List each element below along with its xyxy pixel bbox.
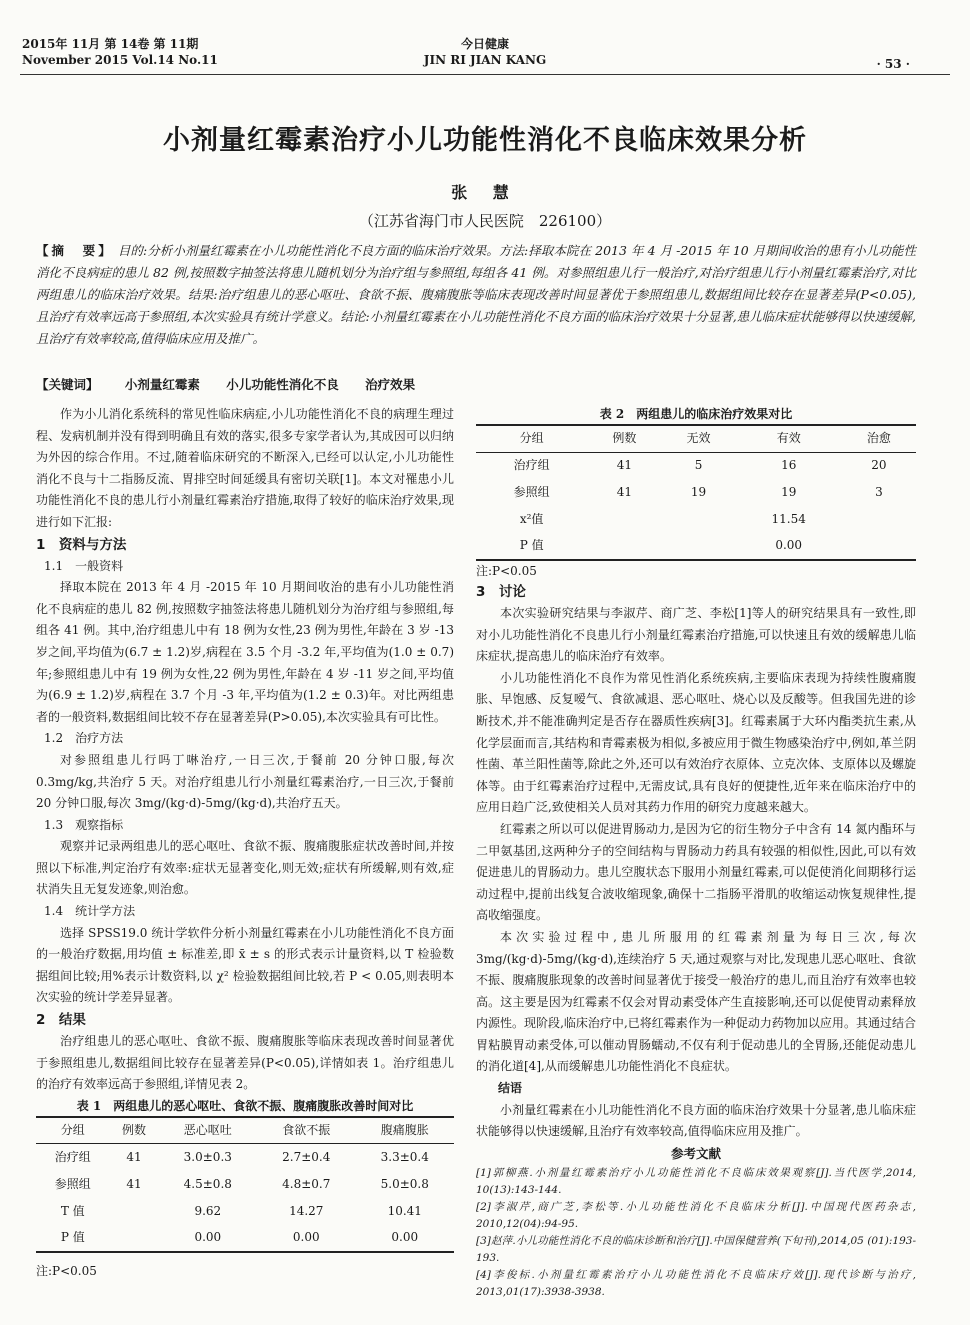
left-column [36, 404, 454, 1281]
reference-item: [3]赵萍.小儿功能性消化不良的临床诊断和治疗[J].中国保健营养(下旬刊),2014,05 (01):193-193. [476, 1234, 916, 1264]
table-header-cell: 食欲不振 [282, 1122, 331, 1137]
table-cell: 10.41 [387, 1203, 422, 1218]
issue-date-cn: 2015年 11月 第 14卷 第 11期 [22, 37, 199, 51]
article-title: 小剂量红霉素治疗小儿功能性消化不良临床效果分析 [163, 125, 807, 156]
table1-note: 注:P<0.05 [36, 1263, 97, 1278]
paragraph: 红霉素之所以可以促进胃肠动力,是因为它的衍生物分子中含有 14 氮内酯环与二甲氨基团,这两种分子的空间结构与胃肠动力药具有较强的相似性,因此,可以有效促进患儿的胃肠动力。患儿空腹状态下服用小剂量红霉素,可以促使消化间期移行运动过程中,提前出线复合波收缩现象,确保十二指肠平滑肌的收缩运动恢复规律性,提高收缩强度。 [476, 821, 916, 923]
paragraph: 本次实验研究结果与李淑芹、商广芝、李松[1]等人的研究结果具有一致性,即对小儿功能性消化不良患儿行小剂量红霉素治疗措施,可以快速且有效的缓解患儿临床症状,提高患儿的临床治疗有效率。 [476, 606, 916, 664]
table-cell: 11.54 [771, 511, 806, 526]
table-cell: 0.00 [292, 1230, 320, 1245]
table-cell: 0.00 [775, 538, 803, 553]
table-cell: 19 [690, 484, 707, 499]
table1-caption: 表 1 两组患儿的恶心呕吐、食欲不振、腹痛腹胀改善时间对比 [76, 1098, 414, 1113]
table-cell: P 值 [519, 538, 544, 553]
table-header-row [36, 1117, 454, 1144]
subsection-heading: 1.4 统计学方法 [44, 904, 136, 919]
conclusion-heading: 结语 [498, 1081, 523, 1096]
table-cell: 19 [781, 484, 797, 499]
table-cell: T 值 [60, 1203, 85, 1218]
keyword: 治疗效果 [365, 377, 416, 392]
table-cell: 3.3±0.4 [380, 1149, 429, 1164]
table-cell: 4.5±0.8 [183, 1176, 232, 1191]
table-header-cell: 治愈 [866, 430, 891, 445]
table2-note: 注:P<0.05 [476, 564, 537, 578]
intro-paragraph: 作为小儿消化系统科的常见性临床病症,小儿功能性消化不良的病理生理过程、发病机制并没有得到明确且有效的落实,很多专家学者认为,其成因可以归纳为外因的综合作用。不过,随着临床研究的不断深入,已经可以认定,小儿功能性消化不良与十二指肠反流、胃排空时间延缓具有密切关联[1]。本文对罹患小儿功能性消化不良的患儿行小剂量红霉素治疗措施,取得了较好的临床治疗效果,现进行如下汇报: [36, 407, 454, 529]
table-row [36, 1225, 454, 1252]
table-header-cell: 腹痛腹胀 [380, 1122, 429, 1137]
keyword: 小剂量红霉素 [124, 377, 200, 392]
table1 [36, 1116, 454, 1253]
table-cell: 3 [875, 484, 883, 499]
table-cell [587, 506, 661, 533]
table-header-cell: 分组 [60, 1122, 85, 1137]
table-cell: 14.27 [289, 1203, 324, 1218]
subsection-heading: 1.3 观察指标 [44, 817, 124, 832]
table-cell: 9.62 [194, 1203, 222, 1218]
table-cell: 3.0±0.3 [183, 1149, 232, 1164]
paragraph: 治疗组患儿的恶心呕吐、食欲不振、腹痛腹胀等临床表现改善时间显著优于参照组患儿,数据组间比较存在显著差异(P<0.05),详情如表 1。治疗组患儿的治疗有效率远高于参照组,详情见表 2。 [36, 1034, 454, 1092]
table-row [36, 1171, 454, 1198]
table-cell: 41 [616, 457, 632, 472]
paragraph: 对参照组患儿行吗丁啉治疗,一日三次,于餐前 20 分钟口服,每次 0.3mg/kg,共治疗 5 天。对治疗组患儿行小剂量红霉素治疗,一日三次,于餐前 20 分钟口服,每次 3mg/(kg·d)-5mg/(kg·d),共治疗五天。 [36, 752, 454, 811]
table-header-cell: 无效 [686, 430, 711, 445]
table-cell: 5 [694, 457, 703, 472]
journal-name-en: JIN RI JIAN KANG [423, 53, 547, 67]
table-cell [842, 533, 916, 560]
table-row [476, 533, 916, 560]
table-cell: 41 [126, 1176, 142, 1191]
abstract [36, 240, 916, 350]
table-cell: 治疗组 [513, 457, 550, 472]
author: 张 慧 [451, 183, 519, 202]
paragraph: 择取本院在 2013 年 4 月 -2015 年 10 月期间收治的患有小儿功能性消化不良病症的患儿 82 例,按照数字抽签法将患儿随机划分为治疗组与参照组,每组各 41 例。其中,治疗组患儿中有 18 例为女性,23 例为男性,年龄在 3 岁 -13 岁之间,平均值为(6.7 ± 1.2)岁,病程在 3.5 个月 -3.2 年,平均值为(1.0 ± 0.7)年;参照组患儿中有 19 例为女性,22 例为男性,年龄在 4 岁 -11 岁之间,平均值为(6.9 ± 1.2)岁,病程在 3.7 个月 -3 年,平均值为(1.2 ± 0.3)年。对比两组患者的一般资料,数据组间比较不存在显著差异(P>0.05),本次实验具有可比性。 [36, 580, 454, 724]
table2-caption: 表 2 两组患儿的临床治疗效果对比 [599, 407, 793, 421]
table-row [476, 479, 916, 506]
section-heading: 3 讨论 [476, 584, 526, 600]
table2 [476, 424, 916, 561]
table-row [36, 1198, 454, 1225]
table-cell: 0.00 [194, 1230, 222, 1245]
references-heading: 参考文献 [670, 1145, 721, 1161]
table-cell: 20 [871, 457, 887, 472]
table-cell [661, 533, 735, 560]
subsection-heading: 1.2 治疗方法 [44, 731, 124, 746]
section-heading: 1 资料与方法 [36, 536, 127, 553]
table-header-cell: 例数 [122, 1122, 147, 1137]
paragraph: 本次实验过程中,患儿所服用的红霉素剂量为每日三次,每次 3mg/(kg·d)-5mg/(kg·d),连续治疗 5 天,通过观察与对比,发现患儿恶心呕吐、食欲不振、腹痛腹胀现象的改善时间显著优于接受一般治疗的患儿,而且治疗有效率也较高。这主要是因为红霉素不仅会对胃动素受体产生直接影响,还可以促使胃动素释放内源性。现阶段,临床治疗中,已将红霉素作为一种促动力药物加以应用。其通过结合胃粘膜胃动素受体,可以催动胃肠蠕动,不仅有利于促动患儿的全胃肠,还能促动患儿的消化道[4],从而缓解患儿功能性消化不良症状。 [476, 929, 916, 1074]
keywords-label: 【关键词】 [36, 377, 99, 392]
section-heading: 2 结果 [36, 1012, 86, 1029]
table-cell [661, 506, 735, 533]
table-row [476, 506, 916, 533]
journal-name [0, 36, 970, 68]
table-cell: 治疗组 [54, 1149, 91, 1164]
table-header-row [476, 425, 916, 452]
table-cell: 4.8±0.7 [282, 1176, 331, 1191]
table-cell [842, 506, 916, 533]
table-header-cell: 恶心呕吐 [183, 1122, 232, 1137]
table-cell: P 值 [60, 1230, 85, 1245]
journal-name-cn: 今日健康 [460, 37, 509, 51]
affiliation: （江苏省海门市人民医院 226100） [358, 212, 612, 230]
keywords [36, 375, 916, 393]
table-header-cell: 分组 [519, 430, 544, 445]
table-cell: 41 [616, 484, 632, 499]
table-cell: 5.0±0.8 [380, 1176, 429, 1191]
issue-date-en: November 2015 Vol.14 No.11 [22, 53, 218, 67]
table-cell: x²值 [519, 511, 544, 526]
table-cell: 参照组 [54, 1176, 91, 1191]
table-row [476, 452, 916, 479]
header-rule [20, 74, 950, 75]
table-cell: 0.00 [391, 1230, 419, 1245]
page-number: · 53 · [876, 57, 910, 71]
table-cell [110, 1198, 159, 1225]
paragraph: 观察并记录两组患儿的恶心呕吐、食欲不振、腹痛腹胀症状改善时间,并按照以下标准,判定治疗有效率:症状无显著变化,则无效;症状有所缓解,则有效,症状消失且无复发迹象,则治愈。 [36, 839, 454, 897]
reference-item: [2]李淑芹,商广芝,李松等.小儿功能性消化不良临床分析[J].中国现代医药杂志, 2010,12(04):94-95. [476, 1200, 916, 1230]
paragraph: 小儿功能性消化不良作为常见性消化系统疾病,主要临床表现为持续性腹痛腹胀、早饱感、反复嗳气、食欲减退、恶心呕吐、烧心以及反酸等。但我国先进的诊断技术,并不能准确判定是否存在器质性疾病[3]。红霉素属于大环内酯类抗生素,从化学层面而言,其结构和青霉素极为相似,多被应用于微生物感染治疗中,例如,革兰阴性菌、革兰阳性菌等,除此之外,还可以有效治疗衣原体、立克次体、支原体以及螺旋体等。由于红霉素治疗过程中,无需皮试,具有良好的便捷性,近年来在临床治疗中的应用日趋广泛,致使相关人员对其药力作用的研究力度越来越大。 [476, 670, 916, 815]
table-cell: 参照组 [513, 484, 550, 499]
reference-item: [1]郭柳燕.小剂量红霉素治疗小儿功能性消化不良临床效果观察[J].当代医学,2014, 10(13):143-144. [476, 1166, 916, 1196]
subsection-heading: 1.1 一般资料 [44, 558, 124, 573]
reference-item: [4]李俊标.小剂量红霉素治疗小儿功能性消化不良临床疗效[J].现代诊断与治疗, 2013,01(17):3938-3938. [476, 1268, 916, 1298]
table-cell: 41 [126, 1149, 142, 1164]
table-header-cell: 例数 [612, 430, 637, 445]
paragraph: 选择 SPSS19.0 统计学软件分析小剂量红霉素在小儿功能性消化不良方面的一般治疗数据,用均值 ± 标准差,即 x̄ ± s 的形式表示计量资料,以 T 检验数据组间比较;用%表示计数资料,以 χ² 检验数据组间比较,若 P < 0.05,则表明本次实验的统计学差异显著。 [36, 925, 454, 1005]
table-row [36, 1144, 454, 1171]
abstract-label: 【摘 要】 [36, 243, 114, 258]
table-header-cell: 有效 [776, 430, 801, 445]
keyword: 小儿功能性消化不良 [226, 377, 339, 392]
table-cell [110, 1225, 159, 1252]
table-cell [587, 533, 661, 560]
conclusion-paragraph: 小剂量红霉素在小儿功能性消化不良方面的临床治疗效果十分显著,患儿临床症状能够得以快速缓解,且治疗有效率较高,值得临床应用及推广。 [476, 1102, 916, 1139]
abstract-text: 目的:分析小剂量红霉素在小儿功能性消化不良方面的临床治疗效果。方法:择取本院在 2013 年 4 月 -2015 年 10 月期间收治的患有小儿功能性消化不良病症的患儿 82 例,按照数字抽签法将患儿随机划分为治疗组与参照组,每组各 41 例。对参照组患儿行一般治疗,对治疗组患儿行小剂量红霉素治疗,对比两组患儿的临床治疗效果。结果:治疗组患儿的恶心呕吐、食欲不振、腹痛腹胀等临床表现改善时间显著优于参照组患儿,数据组间比较存在显著差异(P<0.05),且治疗有效率远高于参照组,本次实验具有统计学意义。结论:小剂量红霉素在小儿功能性消化不良方面的临床治疗效果十分显著,患儿临床症状能够得以快速缓解,且治疗有效率较高,值得临床应用及推广。 [36, 243, 916, 346]
table-cell: 2.7±0.4 [282, 1149, 331, 1164]
table-cell: 16 [781, 457, 797, 472]
right-column [476, 404, 916, 1301]
